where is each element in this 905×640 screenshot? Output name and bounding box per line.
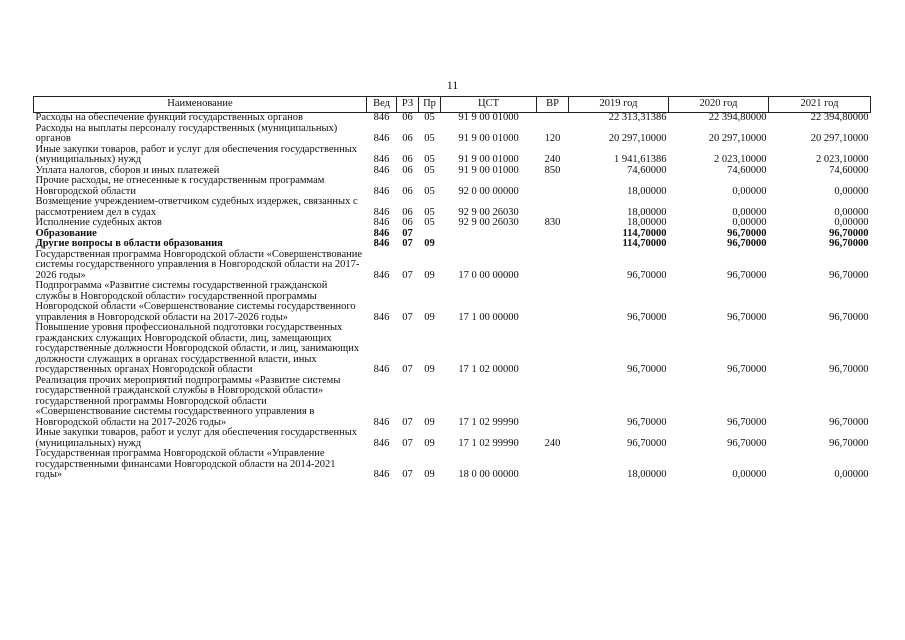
cell-ved: 846 bbox=[373, 364, 390, 375]
header-pr: Пр bbox=[419, 97, 441, 113]
cell-2019: 1 941,61386 bbox=[614, 154, 667, 165]
cell-ved: 846 bbox=[373, 206, 390, 218]
cell-cst: 91 9 00 01000 bbox=[458, 154, 519, 165]
cell-2021: 0,00000 bbox=[834, 185, 869, 197]
table-row bbox=[34, 281, 871, 323]
cell-name: Государственная программа Новгородской области «Совершенствование системы государственного управления в Новгородской области на 2017-2026 годы» bbox=[35, 248, 363, 281]
cell-cst: 92 0 00 00000 bbox=[458, 185, 519, 197]
cell-ved: 846 bbox=[373, 185, 390, 197]
cell-rz: 07 bbox=[402, 416, 413, 428]
cell-vr bbox=[537, 376, 569, 429]
cell-name: Исполнение судебных актов bbox=[35, 217, 162, 228]
cell-name: Государственная программа Новгородской области «Управление государственными финансами Новгородской области на 2014-2021 годы» bbox=[35, 448, 336, 480]
cell-2020: 96,70000 bbox=[727, 311, 767, 323]
cell-2020: 96,70000 bbox=[727, 437, 767, 449]
header-ved: Вед bbox=[367, 97, 397, 113]
cell-2019: 96,70000 bbox=[627, 416, 667, 428]
cell-ved: 846 bbox=[373, 269, 390, 281]
cell-pr: 09 bbox=[424, 416, 435, 428]
cell-cst: 91 9 00 01000 bbox=[458, 164, 519, 176]
cell-vr bbox=[537, 281, 569, 323]
header-cst: ЦСТ bbox=[441, 97, 537, 113]
cell-vr bbox=[537, 239, 569, 250]
cell-2021: 0,00000 bbox=[834, 206, 869, 218]
cell-vr bbox=[537, 323, 569, 376]
cell-cst bbox=[441, 239, 537, 250]
cell-rz: 07 bbox=[402, 238, 413, 249]
header-name: Наименование bbox=[34, 97, 367, 113]
cell-rz: 07 bbox=[402, 269, 413, 281]
cell-name: Другие вопросы в области образования bbox=[35, 238, 223, 249]
cell-2020: 20 297,10000 bbox=[708, 133, 767, 144]
cell-vr bbox=[537, 197, 569, 218]
cell-cst: 17 1 02 00000 bbox=[458, 364, 519, 375]
cell-name: Реализация прочих мероприятий подпрограммы «Развитие системы государственной гражданской службы в Новгородской области» государственной программы Новгородской области «Совершенствование системы государственного управления в Новгородской области на 2017-2026 годы» bbox=[35, 374, 341, 428]
cell-ved: 846 bbox=[373, 416, 390, 428]
cell-ved: 846 bbox=[373, 112, 390, 123]
cell-rz: 06 bbox=[402, 164, 413, 176]
cell-pr: 05 bbox=[424, 164, 435, 176]
cell-vr bbox=[537, 250, 569, 282]
cell-2021: 96,70000 bbox=[829, 269, 869, 281]
cell-cst: 18 0 00 00000 bbox=[458, 469, 519, 480]
cell-rz: 06 bbox=[402, 133, 413, 144]
cell-name: Уплата налогов, сборов и иных платежей bbox=[35, 164, 220, 176]
cell-2020: 2 023,10000 bbox=[714, 154, 767, 165]
cell-name: Иные закупки товаров, работ и услуг для обеспечения государственных (муниципальных) нужд bbox=[35, 427, 358, 449]
cell-pr: 09 bbox=[424, 437, 435, 449]
cell-cst: 17 0 00 00000 bbox=[458, 269, 519, 281]
cell-pr: 05 bbox=[424, 133, 435, 144]
cell-vr: 830 bbox=[544, 217, 561, 228]
table-row bbox=[34, 218, 871, 229]
header-2021: 2021 год bbox=[769, 97, 871, 113]
cell-pr: 05 bbox=[424, 206, 435, 218]
cell-2020: 96,70000 bbox=[727, 269, 767, 281]
cell-vr: 120 bbox=[544, 133, 561, 144]
cell-vr bbox=[537, 229, 569, 240]
cell-cst: 91 9 00 01000 bbox=[458, 133, 519, 144]
table-row bbox=[34, 176, 871, 197]
cell-cst: 17 1 02 99990 bbox=[458, 437, 519, 449]
cell-cst bbox=[441, 229, 537, 240]
cell-2019: 18,00000 bbox=[627, 185, 667, 197]
cell-2021: 2 023,10000 bbox=[816, 154, 869, 165]
header-vr: ВР bbox=[537, 97, 569, 113]
cell-rz: 06 bbox=[402, 185, 413, 197]
cell-2019: 96,70000 bbox=[627, 269, 667, 281]
cell-2020: 0,00000 bbox=[732, 206, 767, 218]
cell-pr: 09 bbox=[424, 238, 435, 249]
page-number: 11 bbox=[446, 78, 459, 92]
cell-2021: 96,70000 bbox=[829, 416, 869, 428]
cell-2021: 0,00000 bbox=[834, 469, 869, 480]
cell-vr bbox=[537, 113, 569, 124]
cell-pr: 09 bbox=[424, 364, 435, 375]
cell-ved: 846 bbox=[373, 133, 390, 144]
cell-2021: 20 297,10000 bbox=[810, 133, 869, 144]
budget-table bbox=[33, 96, 871, 481]
cell-2019: 74,60000 bbox=[627, 164, 667, 176]
table-row bbox=[34, 197, 871, 218]
cell-2020: 96,70000 bbox=[727, 416, 767, 428]
cell-ved: 846 bbox=[373, 437, 390, 449]
cell-rz: 06 bbox=[402, 112, 413, 123]
cell-pr: 09 bbox=[424, 269, 435, 281]
table-row bbox=[34, 124, 871, 145]
cell-2019: 20 297,10000 bbox=[608, 133, 667, 144]
cell-cst: 91 9 00 01000 bbox=[458, 112, 519, 123]
cell-2019: 114,70000 bbox=[622, 238, 667, 249]
cell-vr: 850 bbox=[544, 164, 561, 176]
table-body bbox=[34, 113, 871, 481]
cell-2020: 96,70000 bbox=[727, 364, 767, 375]
table-row bbox=[34, 449, 871, 481]
header-2019: 2019 год bbox=[569, 97, 669, 113]
table-row bbox=[34, 428, 871, 449]
cell-rz: 07 bbox=[402, 437, 413, 449]
cell-rz: 06 bbox=[402, 217, 413, 228]
table-row bbox=[34, 145, 871, 166]
cell-cst: 92 9 00 26030 bbox=[458, 217, 519, 228]
cell-ved: 846 bbox=[373, 217, 390, 228]
cell-name: Расходы на обеспечение функций государственных органов bbox=[35, 112, 303, 123]
cell-name: Повышение уровня профессиональной подготовки государственных гражданских служащих Новгородской области, лиц, замещающих государственные должности Новгородской области, и лиц, занимающих должности служащих в органах государственной власти, иных государственных органах Новгородской области bbox=[35, 322, 360, 375]
cell-pr: 05 bbox=[424, 112, 435, 123]
cell-pr: 05 bbox=[424, 217, 435, 228]
cell-2021: 96,70000 bbox=[829, 364, 869, 375]
cell-2019: 96,70000 bbox=[627, 311, 667, 323]
cell-2019: 18,00000 bbox=[627, 469, 667, 480]
cell-2019: 96,70000 bbox=[627, 364, 667, 375]
cell-ved: 846 bbox=[373, 238, 390, 249]
cell-2020: 0,00000 bbox=[732, 469, 767, 480]
cell-2019: 114,70000 bbox=[622, 227, 667, 239]
cell-ved: 846 bbox=[373, 311, 390, 323]
cell-pr: 05 bbox=[424, 185, 435, 197]
cell-2020: 0,00000 bbox=[732, 217, 767, 228]
cell-vr: 240 bbox=[544, 154, 561, 165]
cell-name: Возмещение учреждением-ответчиком судебных издержек, связанных с рассмотрением дел в судах bbox=[35, 196, 358, 218]
table-row bbox=[34, 239, 871, 250]
cell-2021: 22 394,80000 bbox=[810, 112, 869, 123]
cell-rz: 07 bbox=[402, 311, 413, 323]
header-rz: РЗ bbox=[397, 97, 419, 113]
cell-vr bbox=[537, 176, 569, 197]
cell-cst: 92 9 00 26030 bbox=[458, 206, 519, 218]
cell-ved: 846 bbox=[373, 154, 390, 165]
cell-name: Подпрограмма «Развитие системы государственной гражданской службы в Новгородской области» государственной программы Новгородской области «Совершенствование системы государственного управления в Новгородской области на 2017-2026 годы» bbox=[35, 280, 356, 323]
table-row bbox=[34, 323, 871, 376]
cell-2019: 96,70000 bbox=[627, 437, 667, 449]
cell-vr: 240 bbox=[544, 437, 561, 449]
cell-2019: 18,00000 bbox=[627, 206, 667, 218]
cell-pr: 09 bbox=[424, 311, 435, 323]
cell-cst: 17 1 02 99990 bbox=[458, 416, 519, 428]
cell-ved: 846 bbox=[373, 164, 390, 176]
cell-rz: 07 bbox=[402, 364, 413, 375]
cell-2020: 96,70000 bbox=[727, 238, 767, 249]
cell-cst: 17 1 00 00000 bbox=[458, 311, 519, 323]
header-2020: 2020 год bbox=[669, 97, 769, 113]
cell-rz: 07 bbox=[402, 469, 413, 480]
cell-2021: 96,70000 bbox=[829, 238, 869, 249]
cell-name: Расходы на выплаты персоналу государственных (муниципальных) органов bbox=[35, 122, 338, 144]
cell-2021: 96,70000 bbox=[829, 227, 869, 239]
cell-2021: 96,70000 bbox=[829, 311, 869, 323]
cell-2020: 96,70000 bbox=[727, 227, 767, 239]
cell-rz: 07 bbox=[402, 227, 413, 239]
cell-2019: 22 313,31386 bbox=[608, 112, 667, 123]
table-row bbox=[34, 376, 871, 429]
cell-2021: 0,00000 bbox=[834, 217, 869, 228]
cell-rz: 06 bbox=[402, 206, 413, 218]
cell-2020: 74,60000 bbox=[727, 164, 767, 176]
cell-2021: 96,70000 bbox=[829, 437, 869, 449]
cell-ved: 846 bbox=[373, 469, 390, 480]
cell-ved: 846 bbox=[373, 227, 390, 239]
cell-2021: 74,60000 bbox=[829, 164, 869, 176]
cell-2020: 0,00000 bbox=[732, 185, 767, 197]
table-row bbox=[34, 113, 871, 124]
cell-rz: 06 bbox=[402, 154, 413, 165]
table-header-row bbox=[34, 97, 871, 113]
table-row bbox=[34, 250, 871, 282]
cell-name: Прочие расходы, не отнесенные к государственным программам Новгородской области bbox=[35, 175, 325, 197]
cell-2019: 18,00000 bbox=[627, 217, 667, 228]
cell-vr bbox=[537, 449, 569, 481]
cell-pr: 09 bbox=[424, 469, 435, 480]
cell-2020: 22 394,80000 bbox=[708, 112, 767, 123]
cell-name: Образование bbox=[35, 227, 97, 239]
cell-pr: 05 bbox=[424, 154, 435, 165]
cell-name: Иные закупки товаров, работ и услуг для обеспечения государственных (муниципальных) нужд bbox=[35, 143, 358, 165]
